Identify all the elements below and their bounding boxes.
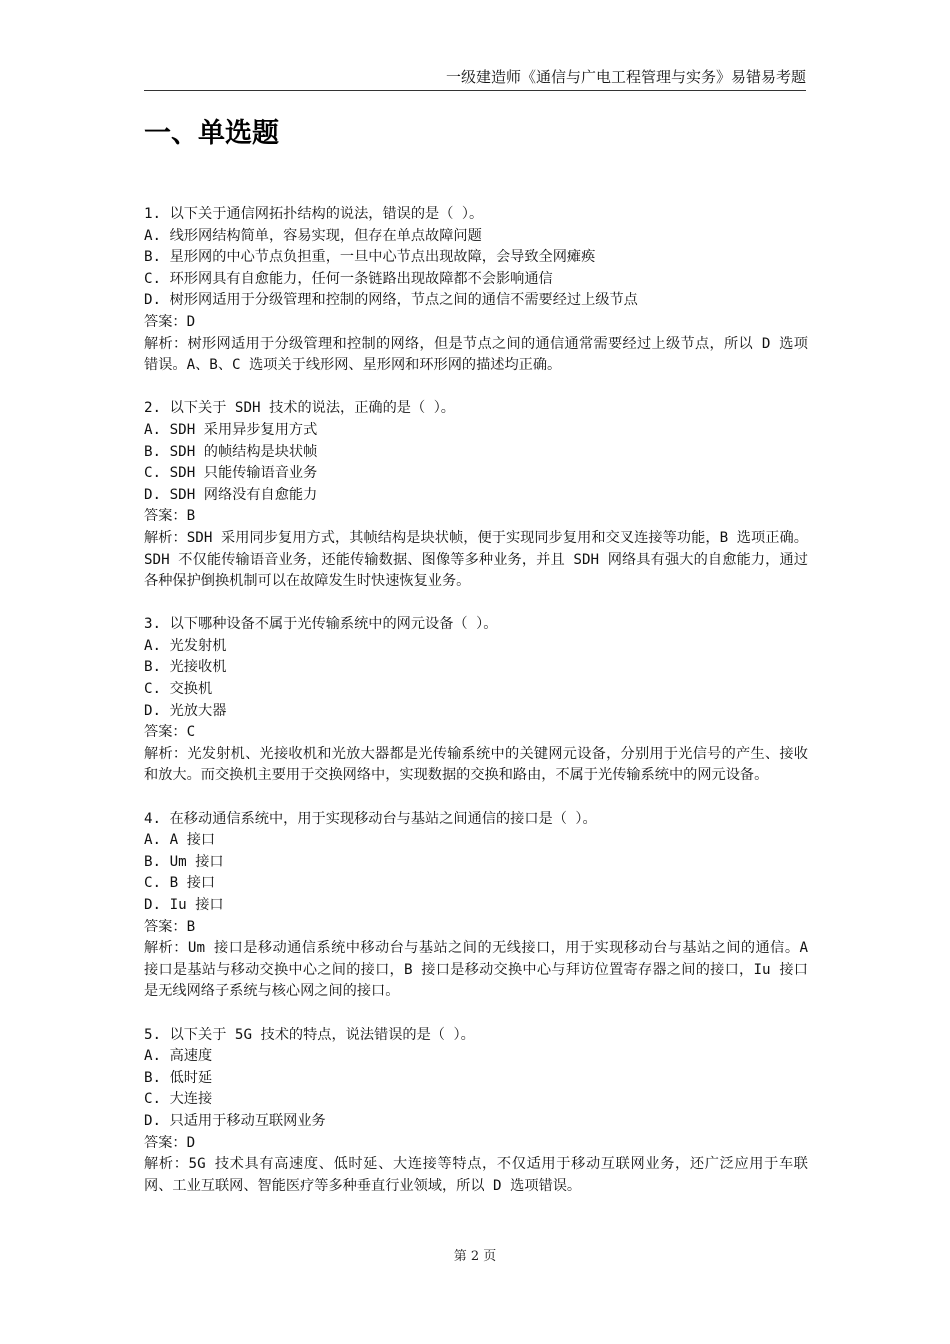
option-d: D. 光放大器: [144, 702, 227, 719]
analysis: 解析：树形网适用于分级管理和控制的网络，但是节点之间的通信通常需要经过上级节点，所以 D 选项错误。A、B、C 选项关于线形网、星形网和环形网的描述均正确。: [144, 335, 808, 374]
analysis: 解析：SDH 采用同步复用方式，其帧结构是块状帧，便于实现同步复用和交叉连接等功能，B 选项正确。SDH 不仅能传输语音业务，还能传输数据、图像等多种业务，并且 SDH 网络具有强大的自愈能力，通过各种保护倒换机制可以在故障发生时快速恢复业务。: [144, 529, 808, 590]
option-a: A. 线形网结构简单，容易实现，但存在单点故障问题: [144, 227, 482, 244]
answer: 答案：D: [144, 313, 196, 330]
option-b: B. 星形网的中心节点负担重，一旦中心节点出现故障，会导致全网瘫痪: [144, 249, 596, 266]
option-c: C. 环形网具有自愈能力，任何一条链路出现故障都不会影响通信: [144, 270, 553, 287]
option-b: B. 光接收机: [144, 659, 227, 676]
analysis: 解析：5G 技术具有高速度、低时延、大连接等特点，不仅适用于移动互联网业务，还广泛应用于车联网、工业互联网、智能医疗等多种垂直行业领域，所以 D 选项错误。: [144, 1156, 808, 1194]
answer: 答案：C: [144, 724, 196, 741]
option-d: D. Iu 接口: [144, 897, 224, 913]
option-c: C. B 接口: [144, 875, 216, 892]
question-1: [144, 204, 808, 377]
option-a: A. 高速度: [144, 1048, 213, 1065]
question-5: [144, 1025, 808, 1198]
option-c: C. 大连接: [144, 1091, 213, 1108]
answer: 答案：B: [144, 918, 196, 935]
question-stem: 4. 在移动通信系统中，用于实现移动台与基站之间通信的接口是（ ）。: [144, 810, 597, 827]
header-divider: [144, 90, 806, 91]
question-stem: 2. 以下关于 SDH 技术的说法，正确的是（ ）。: [144, 400, 455, 417]
question-stem: 3. 以下哪种设备不属于光传输系统中的网元设备（ ）。: [144, 616, 498, 633]
option-d: D. SDH 网络没有自愈能力: [144, 486, 318, 503]
option-d: D. 树形网适用于分级管理和控制的网络，节点之间的通信不需要经过上级节点: [144, 292, 638, 309]
option-a: A. SDH 采用异步复用方式: [144, 421, 318, 438]
question-list: [144, 204, 808, 1219]
question-4: [144, 809, 808, 1003]
page-header-title: 一级建造师《通信与广电工程管理与实务》易错易考题: [445, 68, 806, 86]
option-a: A. 光发射机: [144, 637, 227, 654]
option-a: A. A 接口: [144, 832, 216, 849]
answer: 答案：B: [144, 508, 196, 525]
option-b: B. Um 接口: [144, 853, 224, 870]
section-title: 一、单选题: [144, 118, 279, 149]
question-2: [144, 398, 808, 592]
option-b: B. 低时延: [144, 1069, 213, 1086]
option-c: C. 交换机: [144, 681, 213, 698]
question-3: [144, 614, 808, 787]
analysis: 解析：Um 接口是移动通信系统中移动台与基站之间的无线接口，用于实现移动台与基站之间的通信。A 接口是基站与移动交换中心之间的接口，B 接口是移动交换中心与拜访位置寄存器之间的接口，Iu 接口是无线网络子系统与核心网之间的接口。: [144, 940, 808, 1000]
option-c: C. SDH 只能传输语音业务: [144, 465, 318, 482]
option-b: B. SDH 的帧结构是块状帧: [144, 443, 318, 460]
question-stem: 5. 以下关于 5G 技术的特点，说法错误的是（ ）。: [144, 1026, 475, 1043]
question-stem: 1. 以下关于通信网拓扑结构的说法，错误的是（ ）。: [144, 206, 484, 222]
answer: 答案：D: [144, 1134, 196, 1151]
page-number: 第 2 页: [453, 1249, 497, 1264]
option-d: D. 只适用于移动互联网业务: [144, 1112, 326, 1129]
analysis: 解析：光发射机、光接收机和光放大器都是光传输系统中的关键网元设备，分别用于光信号的产生、接收和放大。而交换机主要用于交换网络中，实现数据的交换和路由，不属于光传输系统中的网元设备。: [144, 745, 808, 784]
